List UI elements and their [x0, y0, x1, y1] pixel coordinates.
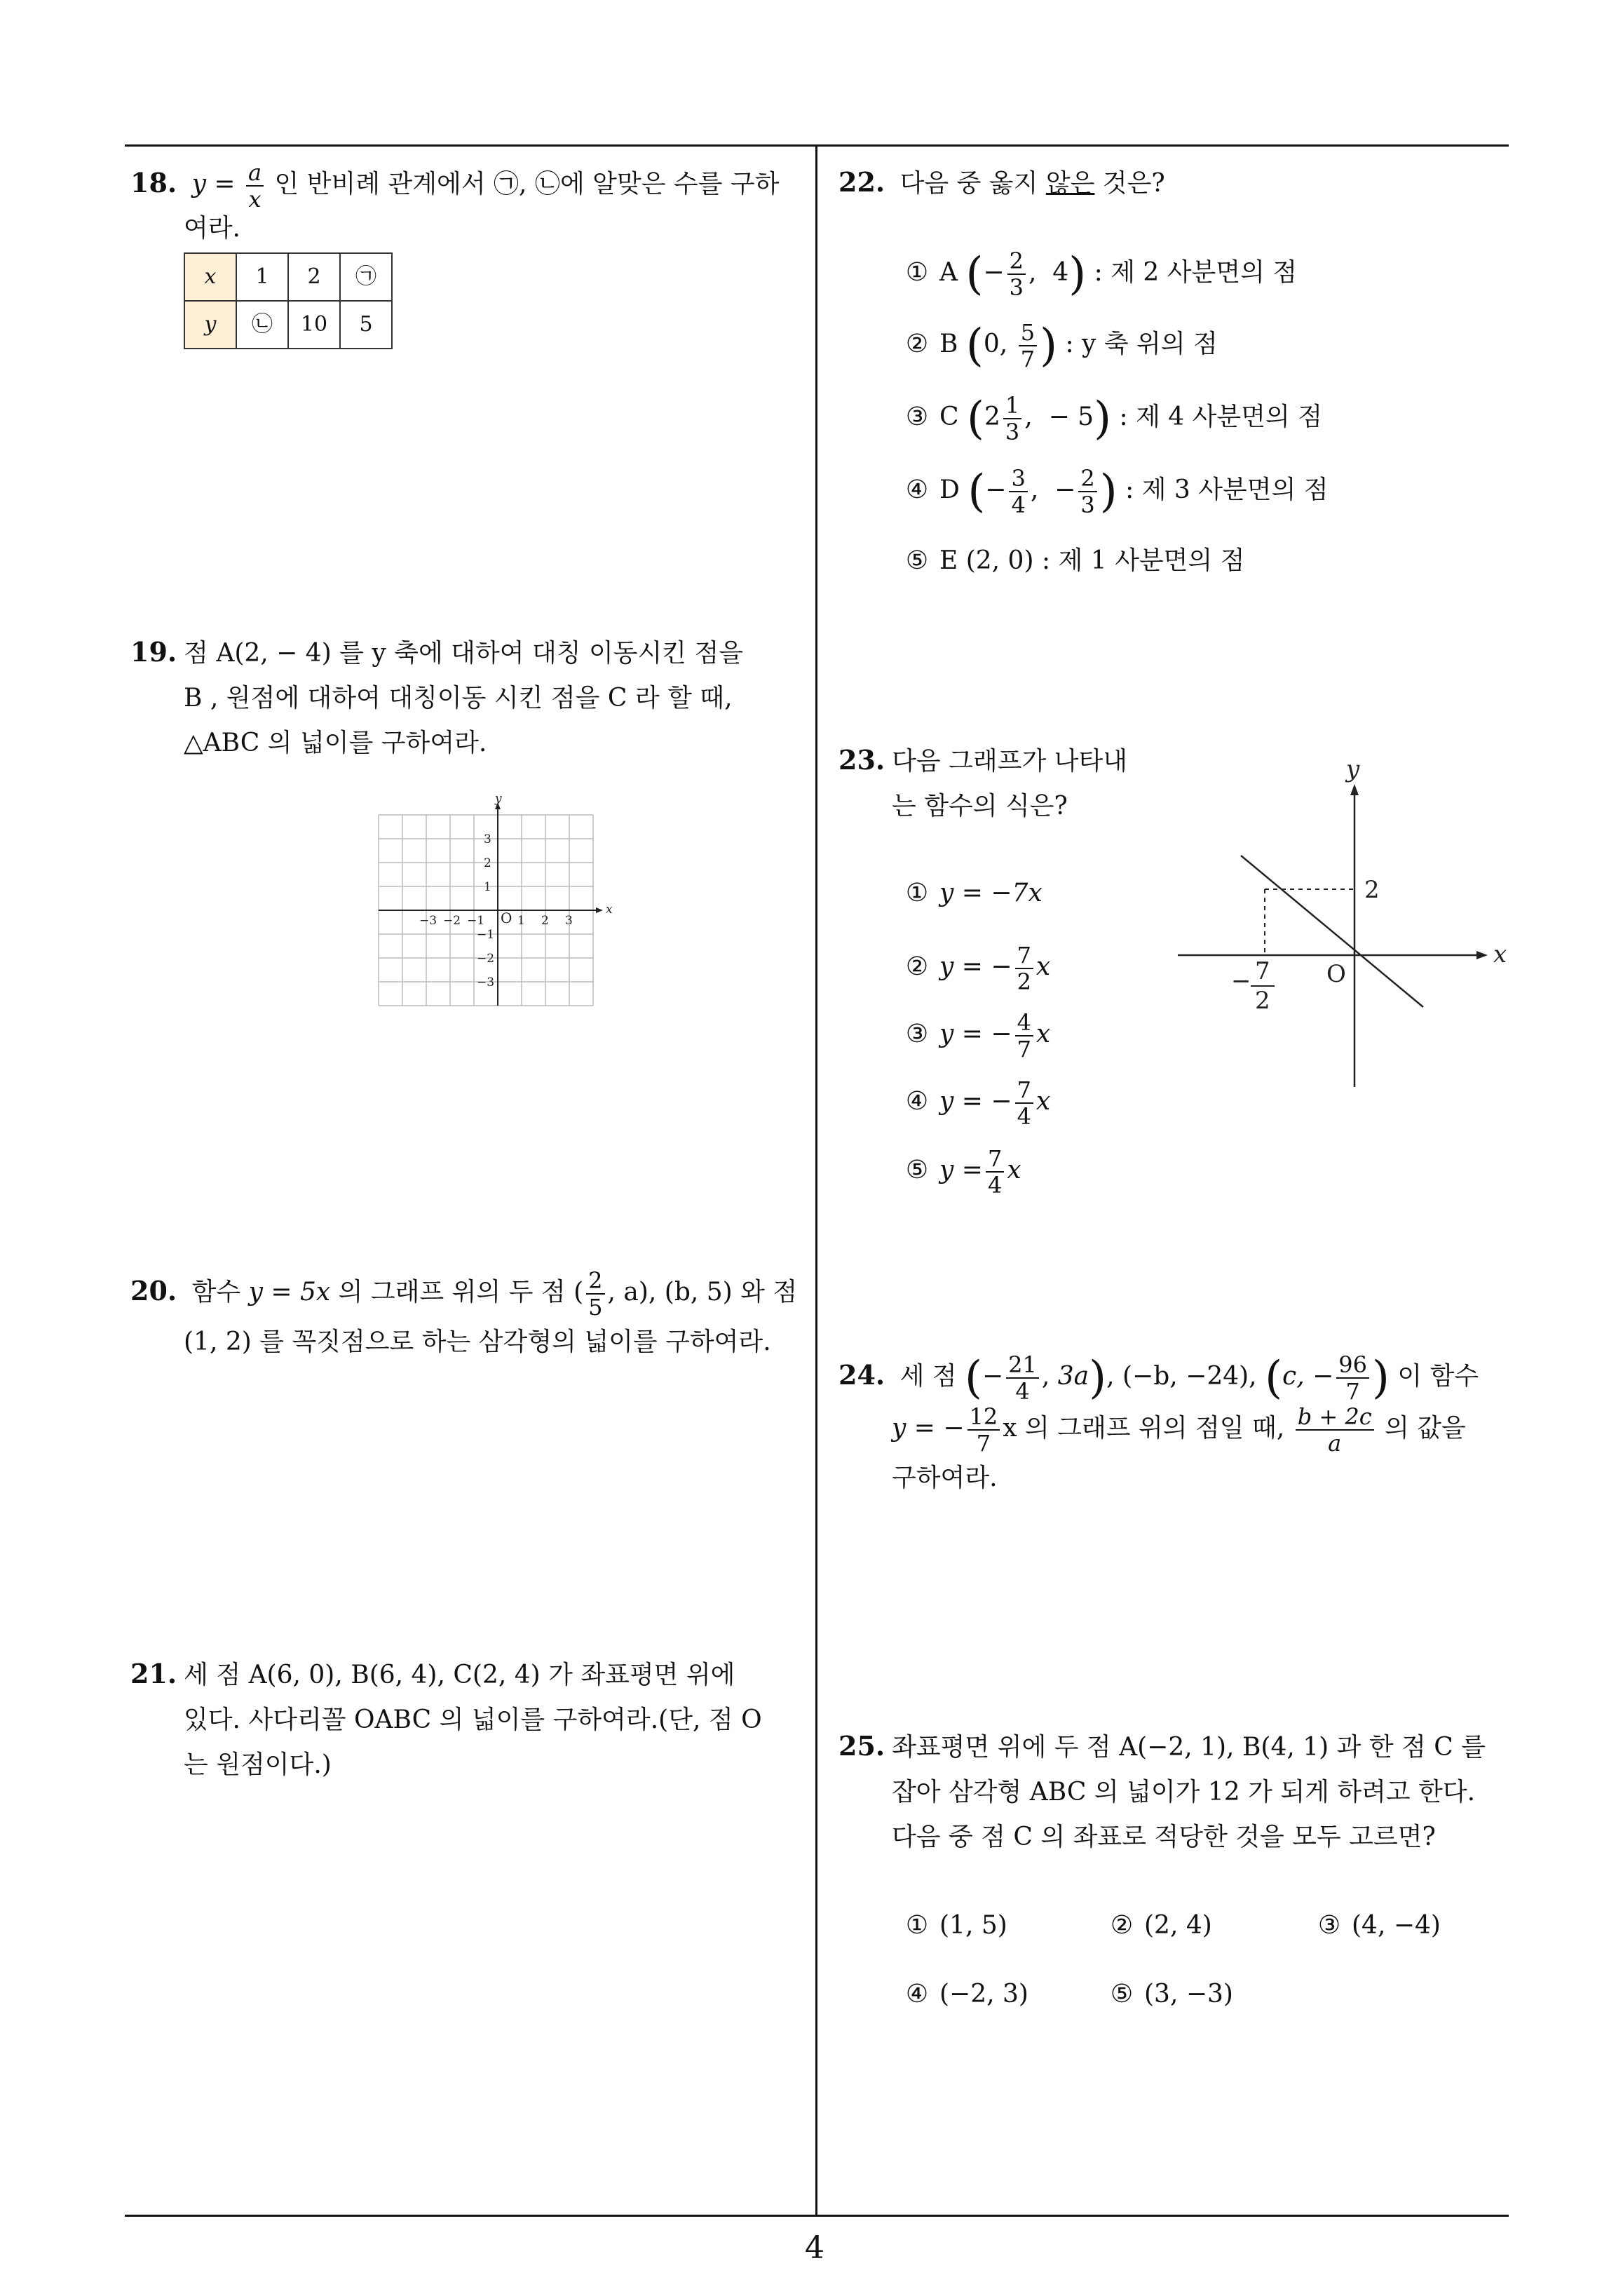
x-axis-label: x: [606, 903, 613, 917]
problem-number: 23.: [838, 744, 885, 776]
table-cell: 5: [340, 301, 392, 349]
problem-22: [838, 160, 1498, 206]
fraction: $\frac{12}{7}$: [967, 1404, 1000, 1456]
table-cell: 1: [236, 253, 288, 301]
choice-5[interactable]: ⑤ y = $\frac{7}{4}$ x: [905, 1145, 1021, 1198]
table-cell: ㉡: [236, 301, 288, 349]
x-tick-label: 2: [541, 914, 549, 928]
x-arrow-icon: [596, 907, 603, 913]
problem-24-line2: y = − $\frac{12}{7}$ x 의 그래프 위의 점일 때, $\frac{b + 2c}{a}$ 의 값을: [892, 1403, 1466, 1457]
table-row-x: [184, 253, 392, 301]
choice-5[interactable]: ⑤ E (2, 0) : 제 1 사분면의 점: [905, 546, 1245, 575]
bottom-rule: [125, 2215, 1509, 2217]
point: (−b, −24),: [1122, 1362, 1257, 1391]
problem-21: [130, 1652, 810, 1788]
problem-text: 는 함수의 식은?: [892, 792, 1068, 821]
choice-2[interactable]: ② y = − $\frac{7}{2}$ x: [905, 942, 1051, 995]
page-number: 4: [805, 2230, 824, 2266]
choice-1[interactable]: ① y = −7x: [905, 879, 1043, 907]
choice-3[interactable]: ③ (4, −4): [1317, 1911, 1441, 1940]
problem-text: , a), (b, 5) 와 점: [607, 1278, 798, 1306]
y-tick-label: 2: [484, 856, 491, 870]
x-axis-label: x: [1493, 940, 1507, 968]
problem-24-line1: 24. 세 점 (− $\frac{21}{4}$ , 3a), (−b, −24), (c, − $\frac{96}{7}$ ) 이 함수: [838, 1351, 1479, 1405]
table-cell: ㉠: [340, 253, 392, 301]
problem-text: 는 원점이다.): [184, 1750, 332, 1779]
choice-2[interactable]: ② B (0, $\frac{5}{7}$ ) : y 축 위의 점: [905, 319, 1218, 372]
problem-text: 잡아 삼각형 ABC 의 넓이가 12 가 되게 하려고 한다.: [892, 1778, 1476, 1807]
x-mark-denominator: 2: [1255, 987, 1270, 1015]
y-axis-label: y: [495, 792, 502, 806]
problem-text: 의 그래프 위의 두 점 (: [338, 1278, 584, 1306]
choice-4[interactable]: ④ D (− $\frac{3}{4}$ , − $\frac{2}{3}$ ) : 제 3 사분면의 점: [905, 465, 1329, 518]
problem-text: 있다. 사다리꼴 OABC 의 넓이를 구하여라.(단, 점 O: [184, 1706, 762, 1734]
x-tick-label: 3: [565, 914, 573, 928]
problem-text: 구하여라.: [892, 1464, 998, 1492]
problem-19: [130, 630, 810, 766]
value-table: [184, 252, 393, 349]
equation-prefix: y =: [191, 170, 236, 198]
fraction-a-over-x: $\frac{a}{x}$: [246, 160, 264, 212]
problem-25: [838, 1724, 1519, 1860]
problem-text: 다음 중 점 C 의 좌표로 적당한 것을 모두 고르면?: [892, 1823, 1436, 1851]
x-tick-label: −1: [467, 914, 485, 928]
coordinate-grid: [372, 792, 617, 1017]
x-arrow-icon: [1476, 951, 1488, 959]
origin-label: O: [1326, 960, 1346, 988]
table-cell: 10: [288, 301, 340, 349]
problem-number: 24.: [838, 1359, 885, 1391]
fraction: $\frac{2}{5}$: [586, 1268, 604, 1320]
column-divider: [815, 144, 817, 2216]
problem-text: 다음 중 옳지: [899, 169, 1038, 198]
y-tick-label: −3: [477, 975, 495, 990]
problem-18-line1: [130, 160, 803, 212]
table-row-y: [184, 301, 392, 349]
y-mark-label: 2: [1364, 876, 1380, 904]
problem-text: 함수: [191, 1278, 241, 1306]
x-mark-sign: −: [1231, 967, 1251, 995]
problem-number: 21.: [130, 1658, 177, 1689]
y-tick-label: 1: [484, 880, 491, 894]
problem-number: 20.: [130, 1275, 177, 1306]
problem-number: 19.: [130, 636, 177, 668]
problem-text: 이 함수: [1397, 1362, 1479, 1391]
fraction: $\frac{96}{7}$: [1336, 1352, 1369, 1404]
x-tick-label: −3: [419, 914, 437, 928]
choice-3[interactable]: ③ y = − $\frac{4}{7}$ x: [905, 1009, 1051, 1062]
y-tick-label: 3: [484, 832, 491, 846]
problem-text: 다음 그래프가 나타내: [892, 747, 1127, 776]
choice-2[interactable]: ② (2, 4): [1110, 1911, 1212, 1940]
equation: y = 5x: [248, 1278, 331, 1306]
table-cell: x: [184, 253, 236, 301]
y-tick-label: −1: [477, 928, 495, 942]
problem-number: 22.: [838, 166, 885, 198]
fraction-expression: $\frac{b + 2c}{a}$: [1296, 1404, 1374, 1456]
choice-4[interactable]: ④ y = − $\frac{7}{4}$ x: [905, 1076, 1051, 1130]
problem-text: 것은?: [1102, 169, 1165, 198]
problem-text: 세 점: [899, 1362, 957, 1391]
table-cell: 2: [288, 253, 340, 301]
table-cell: y: [184, 301, 236, 349]
x-tick-label: 1: [517, 914, 525, 928]
problem-18: [130, 160, 803, 349]
origin-label: O: [501, 910, 512, 926]
underlined-text: 않은: [1045, 169, 1095, 198]
problem-text: B , 원점에 대하여 대칭이동 시킨 점을 C 라 할 때,: [184, 684, 733, 713]
problem-text: 좌표평면 위에 두 점 A(−2, 1), B(4, 1) 과 한 점 C 를: [892, 1733, 1486, 1762]
y-arrow-icon: [1350, 784, 1359, 795]
choice-5[interactable]: ⑤ (3, −3): [1110, 1980, 1233, 2008]
choice-1[interactable]: ① A (− $\frac{2}{3}$ , 4) : 제 2 사분면의 점: [905, 248, 1298, 301]
choice-1[interactable]: ① (1, 5): [905, 1911, 1007, 1940]
problem-number: 25.: [838, 1730, 885, 1762]
problem-24: [838, 1352, 1519, 1501]
y-tick-label: −2: [477, 952, 495, 966]
problem-number: 18.: [130, 167, 177, 198]
problem-20: [130, 1268, 810, 1365]
function-graph: [1171, 757, 1521, 1094]
fraction: $\frac{21}{4}$: [1006, 1352, 1039, 1404]
choice-3[interactable]: ③ C (2 $\frac{1}{3}$ , − 5) : 제 4 사분면의 점: [905, 392, 1322, 445]
problem-text: 점 A(2, − 4) 를 y 축에 대하여 대칭 이동시킨 점을: [184, 639, 744, 668]
y-axis-label: y: [1346, 757, 1360, 783]
problem-text: 인 반비례 관계에서 ㉠, ㉡에 알맞은 수를 구하: [274, 170, 780, 198]
x-tick-label: −2: [443, 914, 461, 928]
problem-18-line2: 여라.: [184, 214, 240, 243]
problem-text: (1, 2) 를 꼭짓점으로 하는 삼각형의 넓이를 구하여라.: [184, 1328, 771, 1356]
x-mark-numerator: 7: [1255, 957, 1270, 985]
choice-4[interactable]: ④ (−2, 3): [905, 1980, 1028, 2008]
problem-text: 세 점 A(6, 0), B(6, 4), C(2, 4) 가 좌표평면 위에: [184, 1661, 735, 1689]
problem-text: △ABC 의 넓이를 구하여라.: [184, 729, 487, 757]
